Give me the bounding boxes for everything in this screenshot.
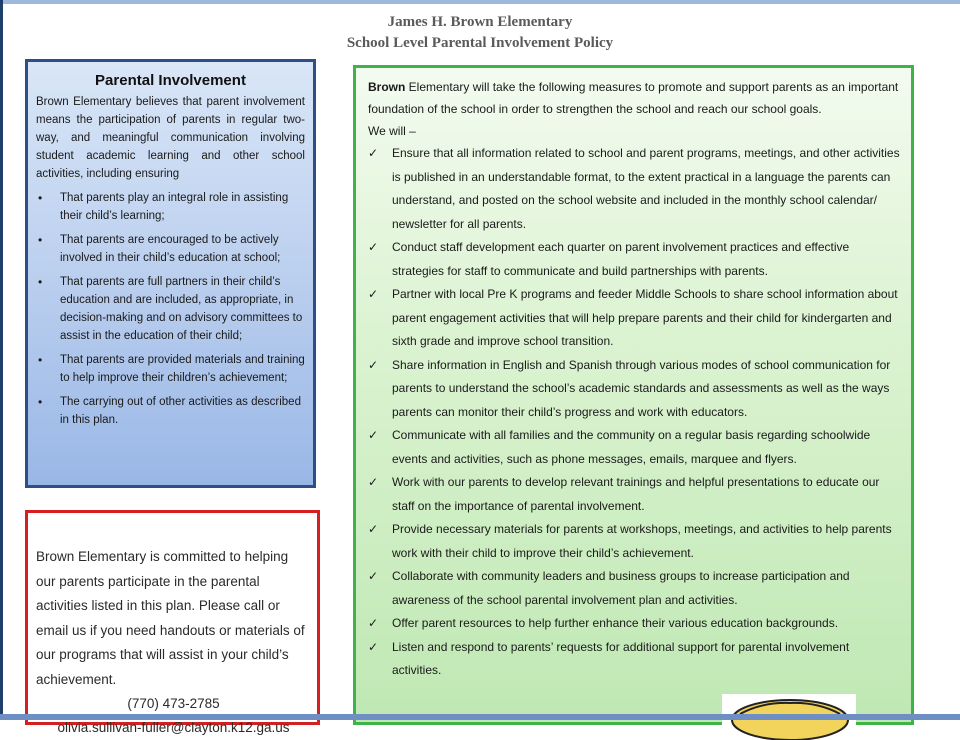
checkmark-icon: ✓ (368, 428, 379, 442)
checkmark-icon: ✓ (368, 639, 379, 654)
checkmark-icon: ✓ (368, 569, 379, 583)
bullet-icon: • (38, 353, 43, 367)
measures-intro (368, 76, 901, 120)
list-item (368, 518, 901, 565)
measures-list (368, 142, 901, 683)
school-measures-box (353, 65, 914, 725)
list-item-text: That parents are full partners in their child’s education and are included, as appropriate, in decision-making and on advisory committees to assist in the education of their child; (60, 276, 303, 342)
parental-involvement-box (25, 59, 316, 488)
list-item-text: Communicate with all families and the community on a regular basis regarding schoolwide events and activities, such as phone messages, emails, marquee and flyers. (392, 428, 871, 466)
list-item (368, 636, 901, 683)
checkmark-icon: ✓ (368, 240, 379, 254)
list-item-text: Share information in English and Spanish through various modes of school communication for parents to understand the school’s academic standards and assessments as well as the ways parents can monitor their child’s progress and work with educators. (392, 357, 891, 419)
top-band (0, 0, 960, 4)
bottom-band (0, 714, 960, 720)
list-item-text: Work with our parents to develop relevant trainings and helpful presentations to educate our staff on the importance of parental involvement. (392, 475, 880, 513)
list-item-text: That parents are encouraged to be actively involved in their child’s education at school; (60, 234, 281, 264)
list-item-text: Partner with local Pre K programs and feeder Middle Schools to share school information about parent engagement activities that will help prepare parents and their child for kindergarten and sixth grade and improve school transition. (392, 287, 898, 348)
checkmark-icon: ✓ (368, 522, 379, 536)
list-item (36, 351, 305, 387)
title-line-2: School Level Parental Involvement Policy (346, 35, 614, 51)
bullet-icon: • (38, 191, 43, 205)
list-item (368, 283, 901, 354)
list-item (36, 393, 305, 429)
checkmark-icon: ✓ (368, 146, 379, 160)
contact-message: Brown Elementary is committed to helping our parents participate in the parental activities listed in this plan. Please call or email us if you need handouts or materials of our programs that will assist in your child’s achievement. (36, 549, 305, 687)
checkmark-icon: ✓ (368, 475, 379, 489)
left-edge-band (0, 0, 3, 720)
contact-email[interactable]: olivia.sullivan-fuller@clayton.k12.ga.us (57, 720, 290, 735)
list-item-text: The carrying out of other activities as described in this plan. (60, 396, 301, 426)
we-will-label: We will – (368, 124, 416, 138)
list-item-text: That parents are provided materials and training to help improve their children’s achievement; (60, 354, 305, 384)
measures-intro-bold: Brown (368, 80, 406, 94)
contact-box (25, 510, 320, 735)
checkmark-icon: ✓ (368, 287, 379, 301)
list-item (368, 236, 901, 283)
checkmark-icon: ✓ (368, 357, 379, 372)
list-item (368, 142, 901, 236)
bullet-icon: • (38, 233, 43, 247)
list-item (368, 612, 901, 636)
list-item (36, 273, 305, 345)
list-item (368, 471, 901, 518)
list-item (36, 231, 305, 267)
contact-phone: (770) 473-2785 (127, 696, 220, 711)
parental-involvement-list (36, 189, 305, 429)
list-item (36, 189, 305, 225)
bullet-icon: • (38, 275, 43, 289)
bullet-icon: • (38, 395, 43, 409)
measures-intro-text: Elementary will take the following measures to promote and support parents as an important foundation of the school in order to strengthen the school and reach our school goals. (368, 80, 899, 116)
list-item-text: Offer parent resources to help further enhance their various education backgrounds. (392, 616, 839, 630)
parental-involvement-intro: Brown Elementary believes that parent involvement means the participation of parents in regular two-way, and meaningful communication involving student academic learning and other school activities, including ensuring (36, 96, 305, 180)
page-title (330, 12, 630, 54)
title-line-1: James H. Brown Elementary (387, 14, 573, 30)
list-item-text: Provide necessary materials for parents at workshops, meetings, and activities to help parents work with their child to improve their child’s achievement. (392, 522, 892, 560)
list-item-text: Collaborate with community leaders and business groups to increase participation and awareness of the school parental involvement plan and activities. (392, 569, 850, 607)
list-item (368, 424, 901, 471)
list-item (368, 354, 901, 425)
list-item-text: Listen and respond to parents’ requests for additional support for parental involvement activities. (392, 639, 850, 677)
list-item-text: Ensure that all information related to school and parent programs, meetings, and other activities is published in an understandable format, to the extent practical in a language the parents can understand, and posted on the school website and included in the monthly school calendar/ newsletter for all parents. (392, 146, 900, 231)
list-item (368, 565, 901, 612)
checkmark-icon: ✓ (368, 616, 379, 630)
list-item-text: That parents play an integral role in assisting their child’s learning; (60, 192, 289, 222)
parental-involvement-heading: Parental Involvement (95, 72, 246, 89)
list-item-text: Conduct staff development each quarter on parent involvement practices and effective strategies for staff to communicate and build partnerships with parents. (392, 240, 850, 278)
